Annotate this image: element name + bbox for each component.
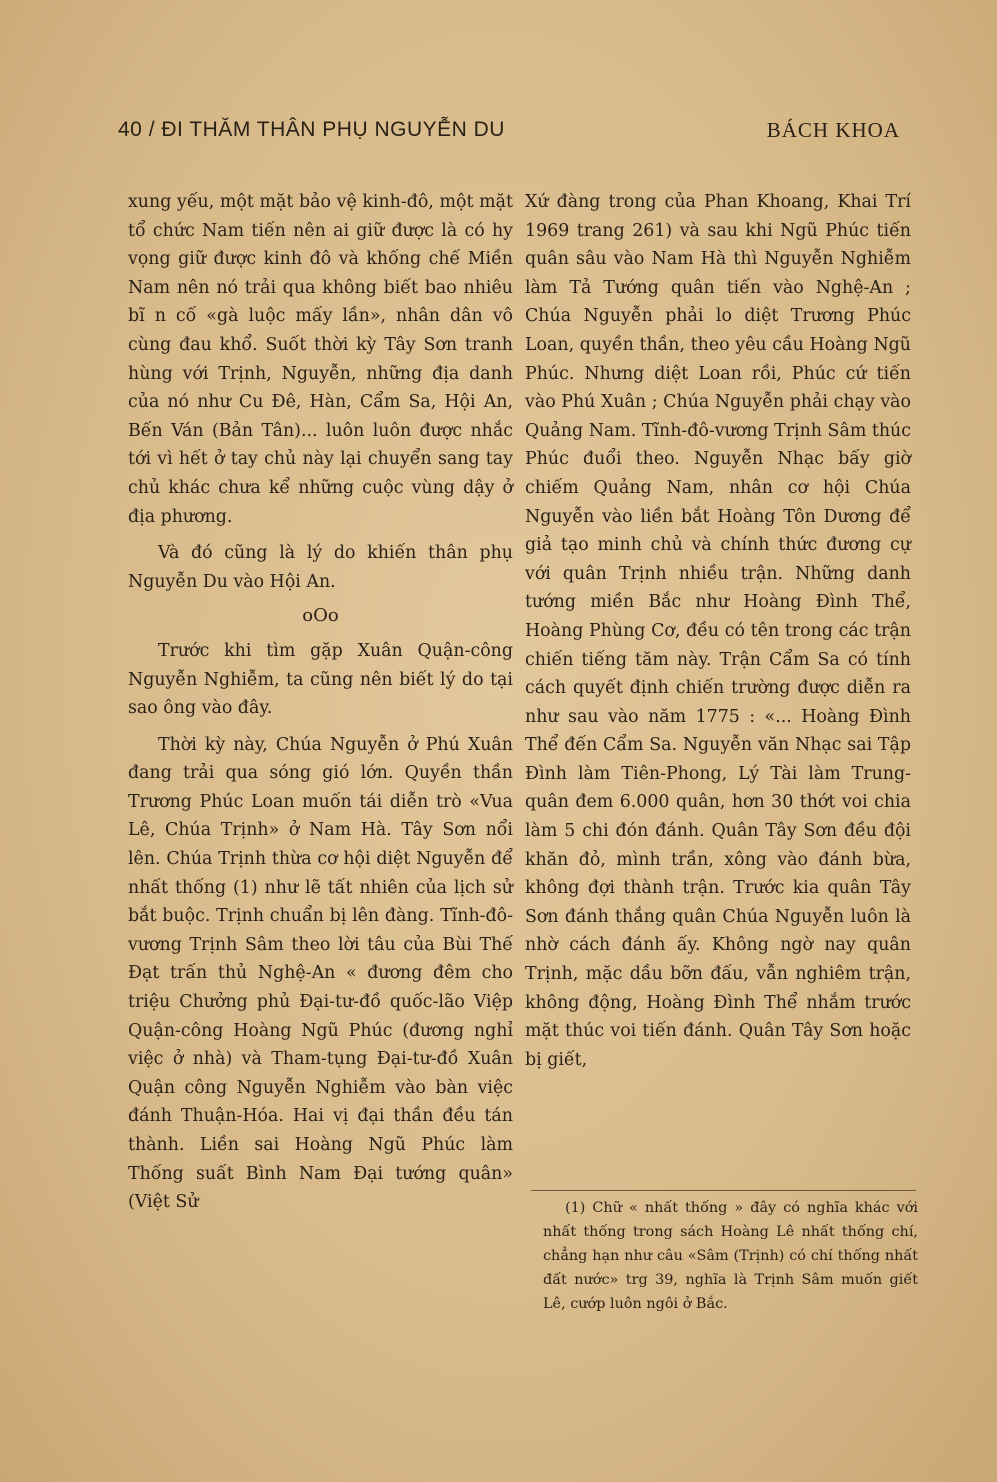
paragraph: Thời kỳ này, Chúa Nguyễn ở Phú Xuân đang trải qua sóng gió lớn. Quyền thần Trương Phúc Loan muốn tái diễn trò «Vua Lê, Chúa Trịnh» ở Nam Hà. Tây Sơn nổi lên. Chúa Trịnh thừa cơ hội diệt Nguyễn để nhất thống (1) như lẽ tất nhiên của lịch sử bắt buộc. Trịnh chuẩn bị lên đàng. Tĩnh-đô-vương Trịnh Sâm theo lời tâu của Bùi Thế Đạt trấn thủ Nghệ-An « đương đêm cho triệu Chưởng phủ Đại-tư-đồ quốc-lão Việp Quận-công Hoàng Ngũ Phúc (đương nghỉ việc ở nhà) và Tham-tụng Đại-tư-đồ Xuân Quận công Nguyễn Nghiễm vào bàn việc đánh Thuận-Hóa. Hai vị đại thần đều tán thành. Liền sai Hoàng Ngũ Phúc làm Thống suất Bình Nam Đại tướng quân» (Việt Sử: [128, 734, 513, 1213]
running-header: [118, 118, 900, 152]
paragraph: Trước khi tìm gặp Xuân Quận-công Nguyễn Nghiễm, ta cũng nên biết lý do tại sao ông vào đây.: [128, 640, 513, 719]
paragraph: Và đó cũng là lý do khiến thân phụ Nguyễn Du vào Hội An.: [128, 543, 513, 592]
paragraph: xung yếu, một mặt bảo vệ kinh-đô, một mặt tổ chức Nam tiến nên ai giữ được là có hy vọng giữ được kinh đô và khống chế Miền Nam nên nó trải qua không biết bao nhiêu bĩ n cố «gà luộc mấy lần», nhân dân vô cùng đau khổ. Suốt thời kỳ Tây Sơn tranh hùng với Trịnh, Nguyễn, những địa danh của nó như Cu Đê, Hàn, Cẩm Sa, Hội An, Bến Ván (Bản Tân)... luôn luôn được nhắc tới vì hết ở tay chủ này lại chuyển sang tay chủ khác chưa kể những cuộc vùng dậy ở địa phương.: [128, 192, 513, 527]
footnote: [543, 1196, 918, 1316]
paragraph: Xứ đàng trong của Phan Khoang, Khai Trí 1969 trang 261) và sau khi Ngũ Phúc tiến quân sâu vào Nam Hà thì Nguyễn Nghiễm làm Tả Tướng quân tiến vào Nghệ-An ; Chúa Nguyễn phải lo diệt Trương Phúc Loan, quyền thần, theo yêu cầu Hoàng Ngũ Phúc. Nhưng diệt Loan rồi, Phúc cứ tiến vào Phú Xuân ; Chúa Nguyễn phải chạy vào Quảng Nam. Tĩnh-đô-vương Trịnh Sâm thúc Phúc đuổi theo. Nguyễn Nhạc bấy giờ chiếm Quảng Nam, nhân cơ hội Chúa Nguyễn vào liền bắt Hoàng Tôn Dương để giả tạo minh chủ và chính thức đương cự với quân Trịnh nhiều trận. Những danh tướng miền Bắc như Hoàng Đình Thể, Hoàng Phùng Cơ, đều có tên trong các trận chiến tiếng tăm này. Trận Cẩm Sa có tính cách quyết định chiến trường được diễn ra như sau vào năm 1775 : «... Hoàng Đình Thể đến Cẩm Sa. Nguyễn văn Nhạc sai Tập Đình làm Tiên-Phong, Lý Tài làm Trung-quân đem 6.000 quân, hơn 30 thớt voi chia làm 5 chi đón đánh. Quân Tây Sơn đều đội khăn đỏ, mình trần, xông vào đánh bừa, không đợi thành trận. Trước kia quân Tây Sơn đánh thắng quân Chúa Nguyễn luôn là nhờ cách đánh ấy. Không ngờ nay quân Trịnh, mặc dầu bỡn đấu, vẫn nghiêm trận, không động, Hoàng Đình Thể nhắm trước mặt thúc voi tiến đánh. Quân Tây Sơn hoặc bị giết,: [525, 192, 911, 1070]
header-magazine-name: BÁCH KHOA: [766, 118, 900, 142]
right-column: [525, 188, 911, 1074]
section-divider: oOo: [302, 605, 339, 627]
left-column: [128, 188, 513, 1217]
header-page-title: 40 / ĐI THĂM THÂN PHỤ NGUYỄN DU: [118, 118, 505, 141]
footnote-rule: [531, 1190, 916, 1191]
footnote-text: (1) Chữ « nhất thống » đây có nghĩa khác với nhất thống trong sách Hoàng Lê nhất thống chí, chẳng hạn như câu «Sâm (Trịnh) có chí thống nhất đất nước» trg 39, nghĩa là Trịnh Sâm muốn giết Lê, cướp luôn ngôi ở Bắc.: [543, 1200, 918, 1312]
